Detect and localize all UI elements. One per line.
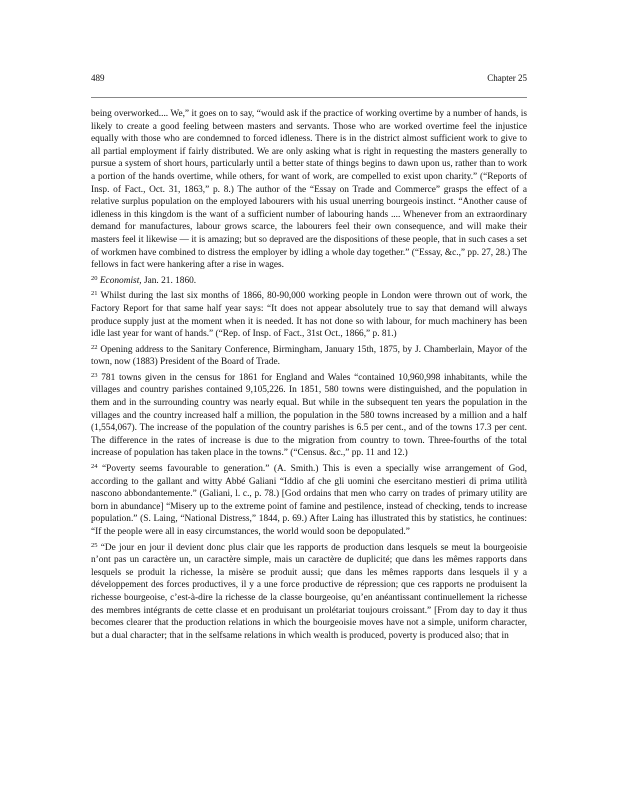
footnote-text: Whilst during the last six months of 1866, 80-90,000 working people in London were thrown out of work, the Factory Report for that same half year says: “It does not appear absolutely true to say that demand will always produce supply just at the moment when it is needed. It has not done so with labour, for much machinery has been idle last year for want of hands.” (“Rep. of Insp. of Fact., 31st Oct., 1866,” p. 81.): [91, 291, 527, 340]
footnote-continuation: being overworked.... We,” it goes on to say, “would ask if the practice of working overtime by a number of hands, is likely to create a good feeling between masters and servants. Those who are worked overtime feel the injustice equally with those who are condemned to forced idleness. There is in the district almost sufficient work to give to all partial employment if fairly distributed. We are only asking what is right in requesting the masters generally to pursue a system of short hours, particularly until a better state of things begins to dawn upon us, rather than to work a portion of the hands overtime, while others, for want of work, are compelled to exist upon charity.” (“Reports of Insp. of Fact., Oct. 31, 1863,” p. 8.) The author of the “Essay on Trade and Commerce” grasps the effect of a relative surplus population on the employed labourers with his usual unerring bourgeois instinct. “Another cause of idleness in this kingdom is the want of a sufficient number of labouring hands .... Whenever from an extraordinary demand for manufactures, labour grows scarce, the labourers feel their own consequence, and will make their masters feel it likewise — it is amazing; but so depraved are the dispositions of these people, that in such cases a set of workmen have combined to distress the employer by idling a whole day together.” (“Essay, &c.,” pp. 27, 28.) The fellows in fact were hankering after a rise in wages.: [91, 109, 527, 271]
footnote-text: 781 towns given in the census for 1861 for England and Wales “contained 10,960,998 inhabitants, while the villages and country parishes contained 9,105,226. In 1851, 580 towns were distinguished, and the population in them and in the surrounding country was nearly equal. But while in the subsequent ten years the population in the villages and the country increased half a million, the population in the 580 towns increased by a million and a half (1,554,067). The increase of the population of the country parishes is 6.5 per cent., and of the towns 17.3 per cent. The difference in the rates of increase is due to the migration from country to town. Three-fourths of the total increase of population has taken place in the towns.” (“Census. &c.,” pp. 11 and 12.): [91, 372, 527, 459]
footnote-23: [91, 372, 527, 460]
footnote-text: “Poverty seems favourable to generation.” (A. Smith.) This is even a specially wise arrangement of God, according to the gallant and witty Abbé Galiani “Iddio af che gli uomini che esercitano mestieri di prima utilità nascono abbondantemente.” (Galiani, l. c., p. 78.) [God ordains that men who carry on trades of primary utility are born in abundance] “Misery up to the extreme point of famine and pestilence, instead of checking, tends to increase population.” (S. Laing, “National Distress,” 1844, p. 69.) After Laing has illustrated this by statistics, he continues: “If the people were all in easy circumstances, the world would soon be depopulated.”: [91, 464, 527, 537]
footnote-number: 21: [91, 290, 98, 298]
footnote-number: 25: [91, 541, 98, 549]
page-number: 489: [91, 73, 105, 83]
footnotes-body: [91, 108, 527, 642]
footnote-number: 23: [91, 371, 98, 379]
footnote-21: [91, 290, 527, 340]
footnote-22: [91, 344, 527, 369]
footnote-text: “De jour en jour il devient donc plus clair que les rapports de production dans lesquels se meut la bourgeoisie n’ont pas un caractère un, un caractère simple, mais un caractère de duplicité; que dans les mêmes rapports dans lesquels se produit la richesse, la misère se produit aussi; que dans les mêmes rapports dans lesquels il y a développement des forces productives, il y a une force productive de répression; que ces rapports ne produisent la richesse bourgeoise, c’est-à-dire la richesse de la classe bourgeoise, qu’en anéantissant continuellement la richesse des membres intégrants de cette classe et en produisant un prolétariat toujours croissant.” [From day to day it thus becomes clearer that the production relations in which the bourgeoisie moves have not a simple, uniform character, but a dual character; that in the selfsame relations in which wealth is produced, poverty is produced also; that in: [91, 542, 527, 641]
footnote-title: Economist,: [99, 275, 142, 286]
footnote-number: 22: [91, 343, 98, 351]
footnote-24: [91, 463, 527, 539]
header-rule: [91, 97, 527, 98]
footnote-number: 20: [91, 274, 98, 282]
footnote-text: Opening address to the Sanitary Conference, Birmingham, January 15th, 1875, by J. Chamberlain, Mayor of the town, now (1883) President of the Board of Trade.: [91, 344, 527, 368]
footnote-25: [91, 542, 527, 643]
footnote-number: 24: [91, 463, 98, 471]
chapter-heading: Chapter 25: [487, 73, 527, 83]
footnote-text: Jan. 21. 1860.: [141, 275, 197, 286]
footnote-20: [91, 275, 527, 288]
